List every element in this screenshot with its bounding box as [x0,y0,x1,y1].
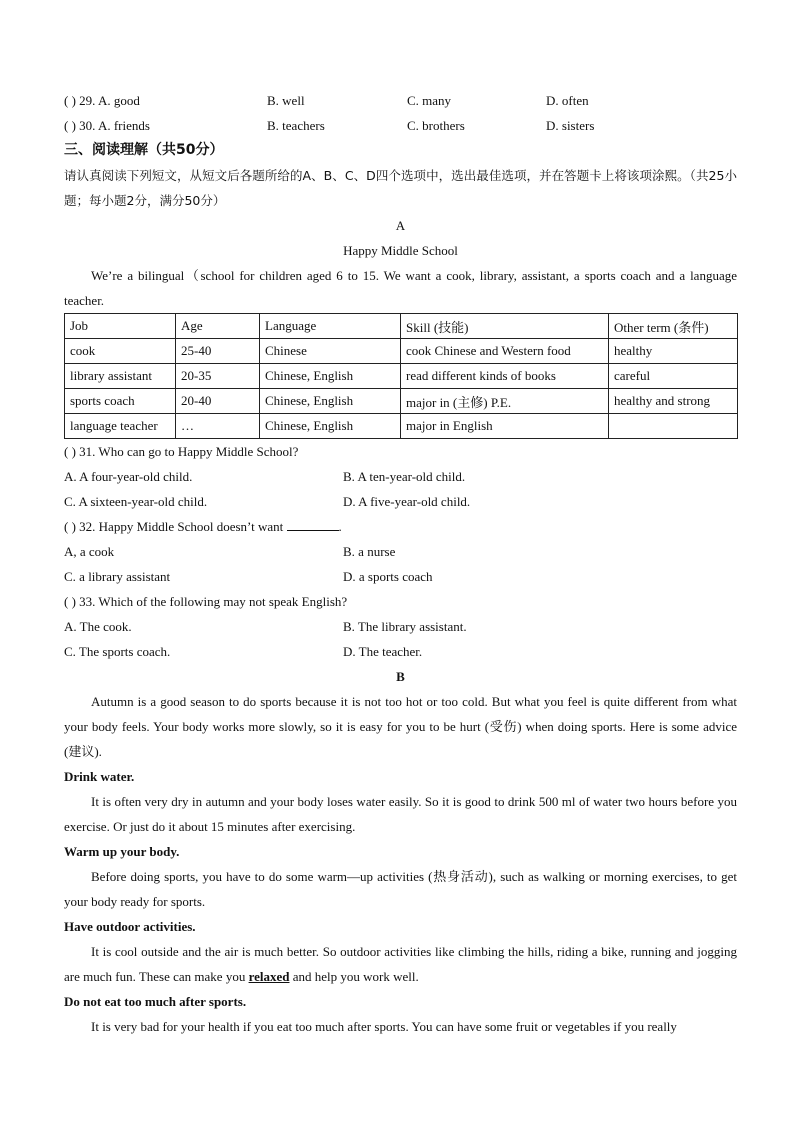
table-header-cell: Job [65,314,176,339]
table-cell: Chinese, English [260,364,401,389]
table-cell: 20-40 [176,389,260,414]
passage-a-letter: A [395,218,406,233]
advice-heading-outdoor: Have outdoor activities. [64,919,196,934]
table-cell: healthy and strong [609,389,738,414]
passage-b-letter: B [396,669,405,684]
table-cell [609,414,738,439]
q31-option-a: A. A four-year-old child. [64,469,193,484]
question-32-options-ab [64,539,737,564]
table-header-cell: Language [260,314,401,339]
q31-option-c: C. A sixteen-year-old child. [64,494,208,509]
exam-page [64,88,737,1039]
table-cell: 25-40 [176,339,260,364]
q30-option-d: D. sisters [546,118,595,133]
q30-stem: ( ) 30. A. friends [64,118,150,133]
table-cell: language teacher [65,414,176,439]
table-row [65,364,738,389]
q33-option-d: D. The teacher. [343,644,423,659]
table-row [65,414,738,439]
table-header-cell: Skill (技能) [401,314,609,339]
q31-option-b: B. A ten-year-old child. [343,469,466,484]
table-cell: 20-35 [176,364,260,389]
passage-a-intro: We’re a bilingual（school for children aged 6 to 15. We want a cook, library, assistant, a sports coach and a language teacher. [64,268,737,308]
q32-option-c: C. a library assistant [64,569,171,584]
table-cell: Chinese, English [260,389,401,414]
q29-stem: ( ) 29. A. good [64,93,140,108]
q32-option-b: B. a nurse [343,544,396,559]
passage-b-intro: Autumn is a good season to do sports because it is not too hot or too cold. But what you feel is quite different from what your body feels. Your body works more slowly, so it is easy for you to be hurt (受伤) when doing sports. Here is some advice (建议). [64,694,737,759]
table-cell: healthy [609,339,738,364]
question-30 [64,113,737,138]
q30-option-c: C. brothers [407,118,465,133]
advice-heading-eating: Do not eat too much after sports. [64,994,247,1009]
table-cell: library assistant [65,364,176,389]
q33-option-c: C. The sports coach. [64,644,171,659]
table-cell: major in English [401,414,609,439]
table-cell: sports coach [65,389,176,414]
q33-option-b: B. The library assistant. [343,619,467,634]
section-instructions: 请认真阅读下列短文，从短文后各题所给的A、B、C、D四个选项中，选出最佳选项，并在答题卡上将该项涂熙。（共25小题；每小题2分，满分50分） [64,168,737,208]
question-29 [64,88,737,113]
underlined-word-relaxed: relaxed [248,969,290,984]
q30-option-b: B. teachers [267,118,325,133]
question-33-options-ab [64,614,737,639]
advice-paragraph-warm-up: Before doing sports, you have to do some warm—up activities (热身活动), such as walking or morning exercises, to get your body ready for sports. [64,869,737,909]
table-cell: major in (主修) P.E. [401,389,609,414]
q29-option-b: B. well [267,93,305,108]
outdoor-text-end: and help you work well. [289,969,419,984]
table-cell: Chinese, English [260,414,401,439]
advice-heading-warm-up: Warm up your body. [64,844,180,859]
table-row [65,339,738,364]
q31-option-d: D. A five-year-old child. [343,494,471,509]
table-cell: Chinese [260,339,401,364]
outdoor-text-start: It is cool outside and the air is much better. So outdoor activities like climbing the hills, riding a bike, running and jogging are much fun. These can make you [64,944,737,984]
table-row [65,389,738,414]
table-cell: careful [609,364,738,389]
table-header-row [65,314,738,339]
table-cell: cook [65,339,176,364]
section-title: 三、阅读理解（共50分） [64,142,224,158]
table-header-cell: Other term (条件) [609,314,738,339]
job-table [64,313,738,439]
question-33-options-cd [64,639,737,664]
q32-stem-end: . [338,519,342,534]
question-31-stem: ( ) 31. Who can go to Happy Middle School? [64,444,299,459]
q32-answer-blank [287,518,339,531]
q32-stem-text: ( ) 32. Happy Middle School doesn’t want [64,519,284,534]
question-32-stem [64,514,737,539]
question-31-options-cd [64,489,737,514]
table-header-cell: Age [176,314,260,339]
passage-a-title: Happy Middle School [343,243,458,258]
question-32-options-cd [64,564,737,589]
advice-paragraph-eating: It is very bad for your health if you eat too much after sports. You can have some fruit or vegetables if you really [91,1019,677,1034]
question-31-options-ab [64,464,737,489]
q33-option-a: A. The cook. [64,619,132,634]
q32-option-a: A, a cook [64,544,115,559]
table-cell: … [176,414,260,439]
table-cell: cook Chinese and Western food [401,339,609,364]
advice-paragraph-outdoor [64,939,737,989]
q29-option-c: C. many [407,93,452,108]
question-33-stem: ( ) 33. Which of the following may not speak English? [64,594,348,609]
advice-heading-drink-water: Drink water. [64,769,135,784]
table-cell: read different kinds of books [401,364,609,389]
advice-paragraph-drink-water: It is often very dry in autumn and your body loses water easily. So it is good to drink 500 ml of water two hours before you exercise. Or just do it about 15 minutes after exercising. [64,794,737,834]
q29-option-d: D. often [546,93,589,108]
q32-option-d: D. a sports coach [343,569,433,584]
